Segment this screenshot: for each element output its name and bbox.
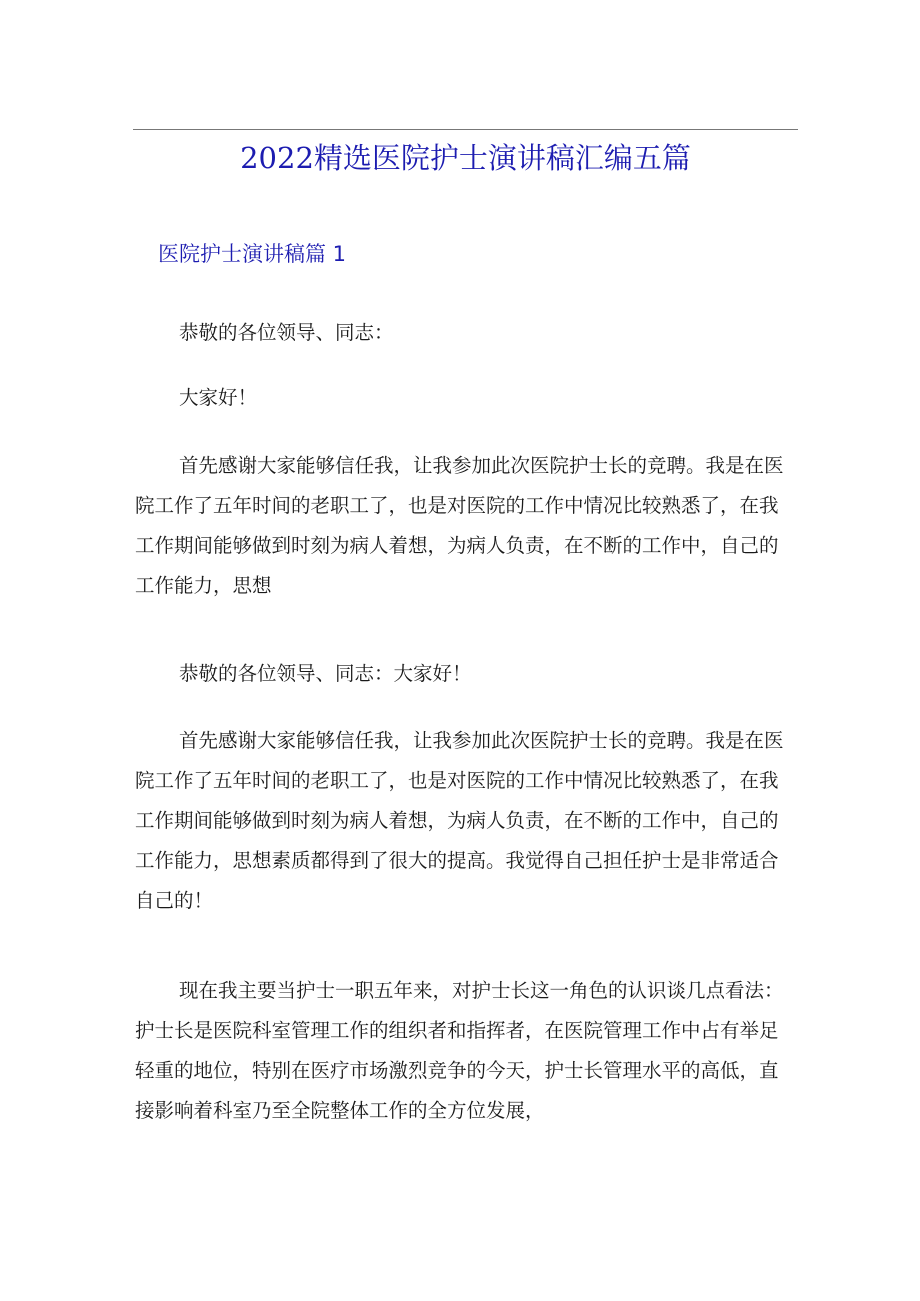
document-title: 2022精选医院护士演讲稿汇编五篇 xyxy=(240,141,691,175)
paragraph-intro-full xyxy=(135,721,790,921)
paragraph-greeting-repeat xyxy=(135,654,790,694)
paragraph-text: 恭敬的各位领导、同志：大家好！ xyxy=(179,662,472,685)
paragraph-text: 恭敬的各位领导、同志： xyxy=(179,321,394,344)
paragraph-text: 现在我主要当护士一职五年来，对护士长这一角色的认识谈几点看法：护士长是医院科室管理工作的组织者和指挥者，在医院管理工作中占有举足轻重的地位，特别在医疗市场激烈竞争的今天，护士长管理水平的高低，直接影响着科室乃至全院整体工作的全方位发展， xyxy=(135,979,784,1122)
header-rule xyxy=(133,129,798,130)
paragraph-text: 首先感谢大家能够信任我，让我参加此次医院护士长的竞聘。我是在医院工作了五年时间的老职工了，也是对医院的工作中情况比较熟悉了，在我工作期间能够做到时刻为病人着想，为病人负责，在不断的工作中，自己的工作能力，思想素质都得到了很大的提高。我觉得自己担任护士是非常适合自己的！ xyxy=(135,729,784,912)
section-heading: 医院护士演讲稿篇 1 xyxy=(158,242,347,266)
paragraph-hello xyxy=(135,378,790,418)
paragraph-greeting xyxy=(135,313,790,353)
paragraph-text: 大家好！ xyxy=(179,386,258,409)
paragraph-intro-excerpt xyxy=(135,446,790,606)
paragraph-role-view xyxy=(135,971,790,1131)
paragraph-text: 首先感谢大家能够信任我，让我参加此次医院护士长的竞聘。我是在医院工作了五年时间的老职工了，也是对医院的工作中情况比较熟悉了，在我工作期间能够做到时刻为病人着想，为病人负责，在不断的工作中，自己的工作能力，思想 xyxy=(135,454,784,597)
